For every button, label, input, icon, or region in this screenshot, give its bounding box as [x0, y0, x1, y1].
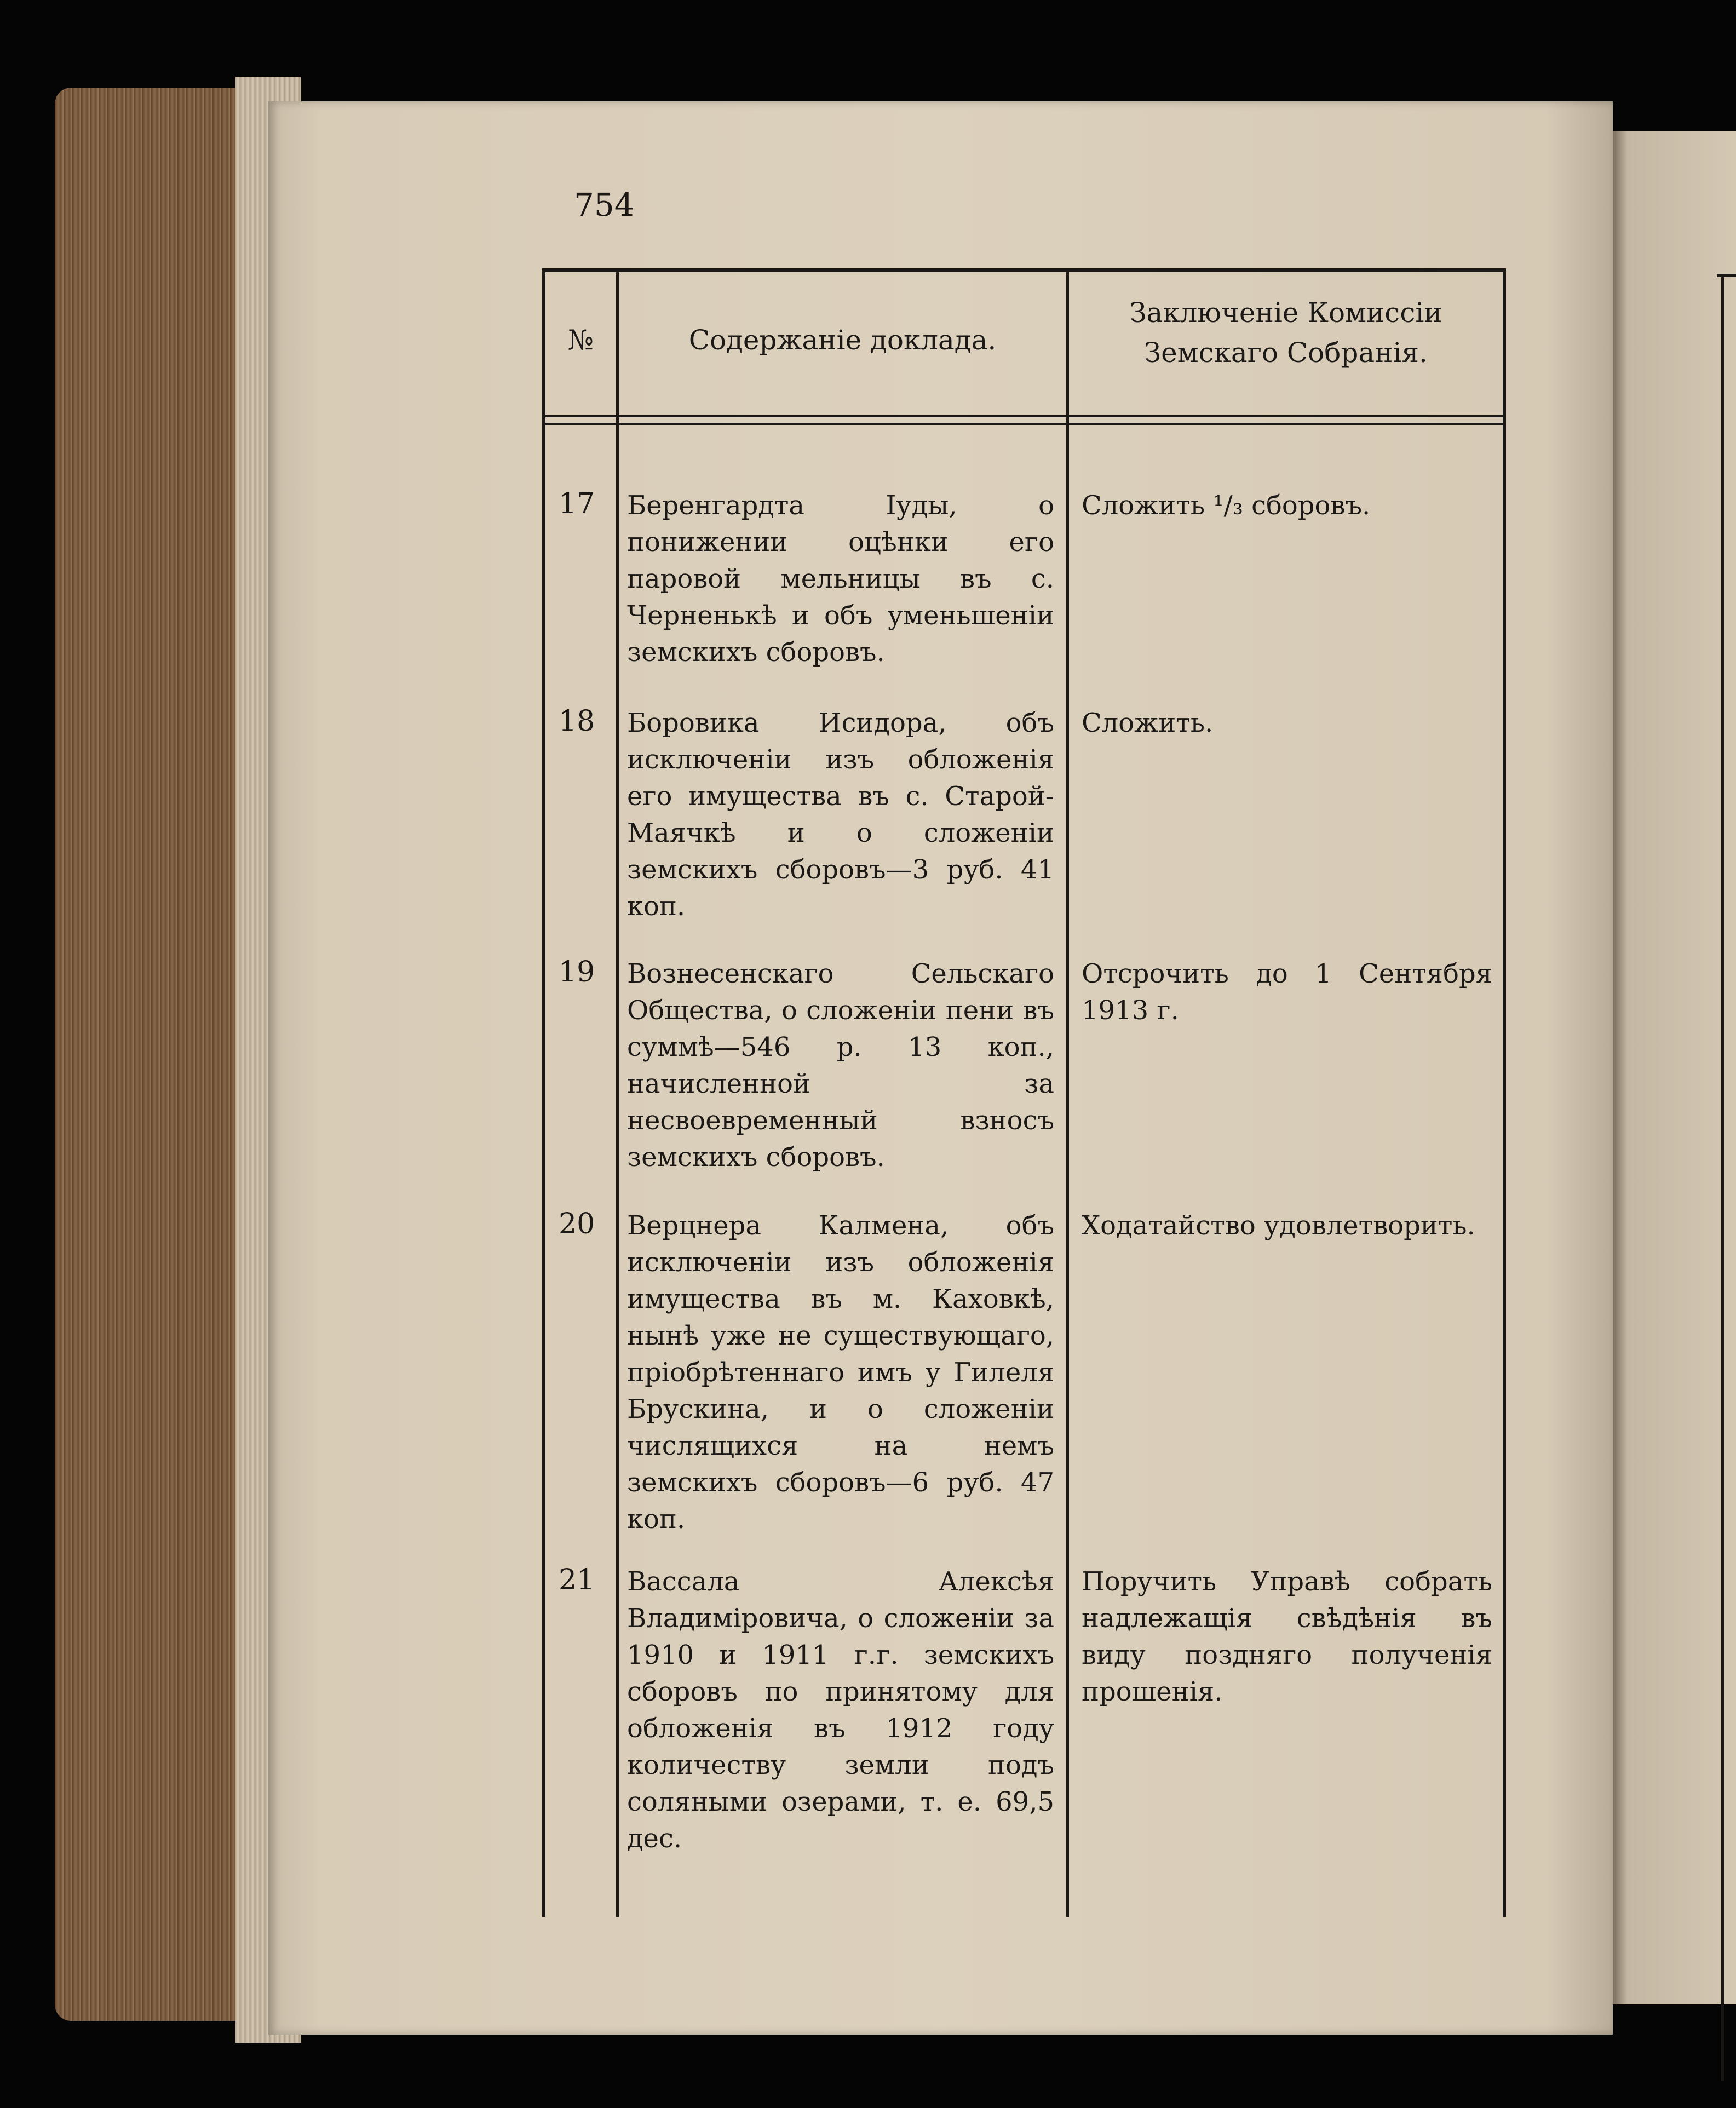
- row-content: Беренгардта Іуды, о понижении оцѣнки его паровой мельницы въ с. Черненькѣ и объ уменьшеніи земскихъ сборовъ.: [627, 490, 1054, 668]
- row-conclusion: Сложить.: [1082, 708, 1214, 738]
- column-rule: [1066, 268, 1069, 1917]
- header-rule: [542, 423, 1506, 425]
- facing-page-rule: [1717, 274, 1736, 277]
- row-content: Верцнера Калмена, объ исключеніи изъ обложенія имущества въ м. Каховкѣ, нынѣ уже не существующаго, пріобрѣтеннаго имъ у Гилеля Брускина, и о сложеніи числящихся на немъ земскихъ сборовъ—6 руб. 47 коп.: [627, 1210, 1054, 1535]
- table-top-rule: [542, 268, 1506, 272]
- column-rule: [616, 268, 619, 1917]
- report-table: [542, 268, 1506, 1917]
- row-conclusion: Сложить ¹/₃ сборовъ.: [1082, 490, 1371, 521]
- facing-page: [1613, 131, 1736, 2004]
- facing-page-rule-vertical: [1721, 274, 1724, 2081]
- row-number: 18: [559, 705, 595, 738]
- row-conclusion: Отсрочить до 1 Сентября 1913 г.: [1082, 958, 1492, 1026]
- row-conclusion: Ходатайство удовлетворить.: [1082, 1210, 1475, 1241]
- header-content: Содержаніе доклада.: [688, 324, 997, 356]
- row-content: Вассала Алексѣя Владиміровича, о сложеніи за 1910 и 1911 г.г. земскихъ сборовъ по принятому для обложенія въ 1912 году количеству земли подъ соляными озерами, т. е. 69,5 дес.: [627, 1566, 1054, 1854]
- row-conclusion: Поручить Управѣ собрать надлежащія свѣдѣнія въ виду поздняго полученія прошенія.: [1082, 1566, 1492, 1707]
- header-rule: [542, 415, 1506, 417]
- page-number: 754: [574, 186, 635, 223]
- header-number: №: [567, 324, 594, 356]
- row-content: Боровика Исидора, объ исключеніи изъ обложенія его имущества въ с. Старой-Маячкѣ и о сложеніи земскихъ сборовъ—3 руб. 41 коп.: [627, 708, 1054, 922]
- header-conclusion: Заключеніе Комиссіи Земскаго Собранія.: [1129, 297, 1442, 369]
- row-number: 20: [559, 1208, 595, 1240]
- column-rule: [1503, 268, 1506, 1917]
- row-number: 17: [559, 487, 595, 520]
- row-number: 19: [559, 956, 595, 989]
- row-content: Вознесенскаго Сельскаго Общества, о сложеніи пени въ суммѣ—546 р. 13 коп., начисленной за несвоевременный взносъ земскихъ сборовъ.: [627, 958, 1054, 1173]
- column-rule: [542, 268, 545, 1917]
- row-number: 21: [559, 1564, 595, 1596]
